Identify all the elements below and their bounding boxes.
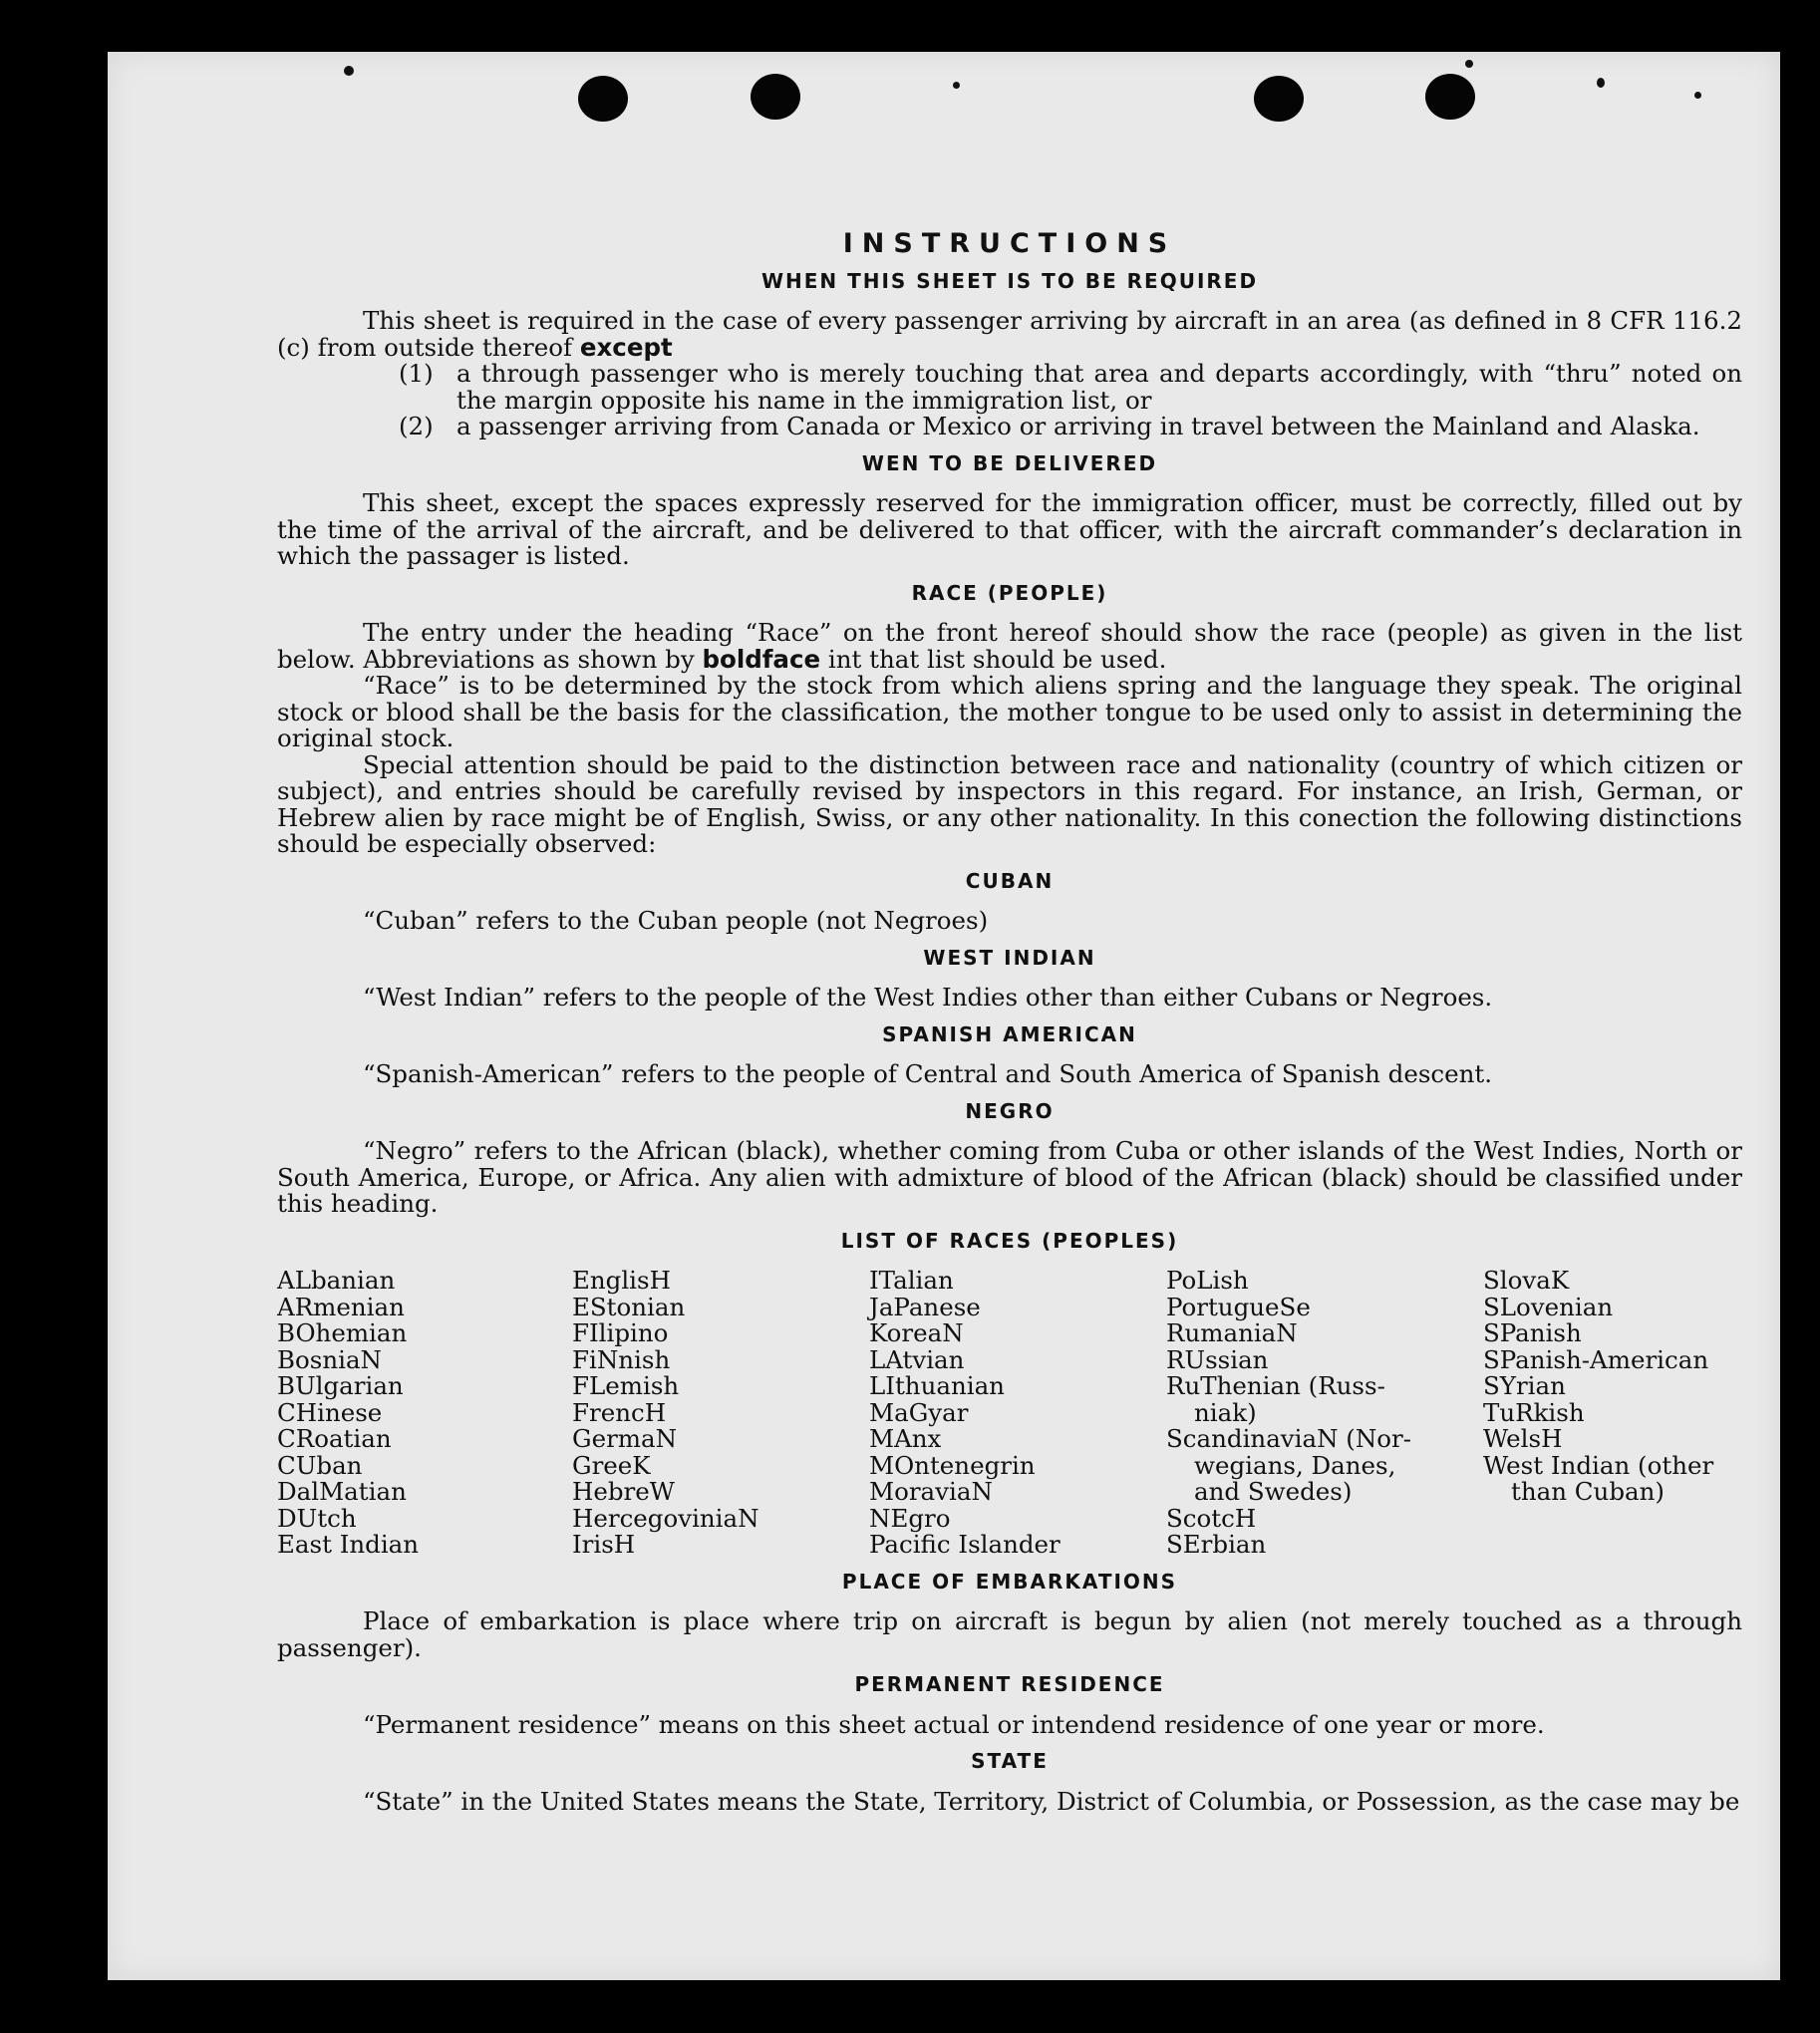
punch-hole xyxy=(1425,74,1475,120)
race-entry: PoLish xyxy=(1166,1266,1249,1295)
race-entry: SPanish-American xyxy=(1483,1344,1709,1374)
race-entry: West Indian (other xyxy=(1483,1450,1714,1480)
race-entry: RumaniaN xyxy=(1166,1318,1298,1347)
paragraph-permanent-residence: “Permanent residence” means on this sheet actual or intendend residence of one year or more. xyxy=(363,1709,1545,1739)
race-entry: GreeK xyxy=(572,1450,651,1480)
race-entry: MoraviaN xyxy=(869,1477,993,1506)
speck xyxy=(1465,60,1473,68)
paragraph-when-delivered: This sheet, except the spaces expressly reserved for the immigration officer, must be correctly, filled out by the time of the arrival of the aircraft, and be delivered to that officer, with the aircraft commander’s declaration in which the passager is listed. xyxy=(277,488,1742,570)
paragraph-negro: “Negro” refers to the African (black), whether coming from Cuba or other islands of the West Indies, North or South America, Europe, or Africa. Any alien with admixture of blood of the African (black) should be classified under this heading. xyxy=(277,1136,1742,1218)
race-entry: JaPanese xyxy=(869,1292,981,1321)
race-entry: ARmenian xyxy=(277,1292,405,1321)
race-entry: ScotcH xyxy=(1166,1503,1257,1533)
race-entry: DalMatian xyxy=(277,1477,407,1506)
race-entry: wegians, Danes, xyxy=(1194,1450,1396,1480)
paragraph-embarkation: Place of embarkation is place where trip on aircraft is begun by alien (not merely touched as a through passenger). xyxy=(277,1606,1742,1662)
except-bold: except xyxy=(579,332,673,362)
race-entry: NEgro xyxy=(869,1503,951,1533)
races-column xyxy=(277,1268,572,1559)
races-column xyxy=(572,1268,869,1559)
race-entry: FLemish xyxy=(572,1371,680,1400)
race-entry: ALbanian xyxy=(277,1266,396,1295)
race-entry: FIlipino xyxy=(572,1318,669,1347)
paragraph-race-2: “Race” is to be determined by the stock from which aliens spring and the language they speak. The original stock or blood shall be the basis for the classification, the mother tongue to be used only to assist in determining the original stock. xyxy=(277,671,1742,752)
heading-cuban: CUBAN xyxy=(965,868,1055,893)
document-page xyxy=(108,52,1780,1980)
race-entry: SlovaK xyxy=(1483,1266,1570,1295)
race-entry: CHinese xyxy=(277,1397,383,1427)
race-entry: HebreW xyxy=(572,1477,675,1506)
speck xyxy=(1694,92,1701,99)
paragraph-text: The entry under the heading “Race” on the front hereof should show the race (people) as given in the list below. Abbreviations as shown by xyxy=(277,618,1742,674)
race-entry: CRoatian xyxy=(277,1424,392,1453)
heading-embarkation: PLACE OF EMBARKATIONS xyxy=(841,1569,1178,1594)
races-list xyxy=(277,1268,1742,1559)
heading-negro: NEGRO xyxy=(965,1098,1055,1123)
paragraph-race-3: Special attention should be paid to the distinction between race and nationality (country of which citizen or subject), and entries should be carefully revised by inspectors in this regard. For instance, an Irish, German, or Hebrew alien by race might be of English, Swiss, or any other nationality. In this conection the following distinctions should be especially observed: xyxy=(277,749,1742,858)
race-entry: BOhemian xyxy=(277,1318,408,1347)
race-entry: RuThenian (Russ- xyxy=(1166,1371,1385,1400)
paragraph-text: This sheet is required in the case of every passenger arriving by aircraft in an area (as defined in 8 CFR 116.2 (c) from outside thereof xyxy=(277,306,1742,362)
race-entry: ScandinaviaN (Nor- xyxy=(1166,1424,1412,1453)
race-entry: SLovenian xyxy=(1483,1292,1614,1321)
race-entry: SPanish xyxy=(1483,1318,1582,1347)
race-entry: GermaN xyxy=(572,1424,678,1453)
race-entry: KoreaN xyxy=(869,1318,964,1347)
race-entry: MOntenegrin xyxy=(869,1450,1036,1480)
races-column xyxy=(869,1268,1166,1559)
race-entry: MaGyar xyxy=(869,1397,969,1427)
document-title: INSTRUCTIONS xyxy=(842,228,1177,259)
heading-west-indian: WEST INDIAN xyxy=(923,945,1096,970)
item-number: (2) xyxy=(399,412,434,440)
races-column xyxy=(1483,1268,1732,1559)
race-entry: ITalian xyxy=(869,1266,954,1295)
race-entry: and Swedes) xyxy=(1194,1477,1353,1506)
race-entry: MAnx xyxy=(869,1424,942,1453)
heading-state: STATE xyxy=(971,1749,1049,1773)
paragraph-race-1 xyxy=(277,620,1742,673)
document-body xyxy=(277,228,1742,1816)
race-entry: WelsH xyxy=(1483,1424,1563,1453)
paragraph-text: int that list should be used. xyxy=(827,644,1167,674)
heading-when-delivered: WEN TO BE DELIVERED xyxy=(861,450,1158,475)
speck xyxy=(344,66,354,76)
punch-hole xyxy=(578,76,628,122)
paragraph-state: “State” in the United States means the State, Territory, District of Columbia, or Possession, as the case may be xyxy=(363,1786,1740,1816)
heading-spanish-american: SPANISH AMERICAN xyxy=(882,1021,1137,1046)
race-entry: HercegoviniaN xyxy=(572,1503,759,1533)
race-entry: FrencH xyxy=(572,1397,667,1427)
item-text: a passenger arriving from Canada or Mexico or arriving in travel between the Mainland and Alaska. xyxy=(456,412,1700,440)
heading-when-required: WHEN THIS SHEET IS TO BE REQUIRED xyxy=(760,268,1259,293)
race-entry: East Indian xyxy=(277,1530,420,1559)
race-entry: PortugueSe xyxy=(1166,1292,1311,1321)
paragraph-cuban: “Cuban” refers to the Cuban people (not Negroes) xyxy=(363,906,989,935)
punch-hole xyxy=(751,74,800,120)
race-entry: CUban xyxy=(277,1450,363,1480)
race-entry: SErbian xyxy=(1166,1530,1267,1559)
list-item xyxy=(399,361,1742,414)
race-entry: FiNnish xyxy=(572,1344,671,1374)
race-entry: TuRkish xyxy=(1483,1397,1585,1427)
heading-list-of-races: LIST OF RACES (PEOPLES) xyxy=(840,1228,1179,1253)
paragraph-when-required xyxy=(277,308,1742,361)
race-entry: EnglisH xyxy=(572,1266,671,1295)
race-entry: LIthuanian xyxy=(869,1371,1005,1400)
races-column xyxy=(1166,1268,1483,1559)
paragraph-west-indian: “West Indian” refers to the people of the West Indies other than either Cubans or Negroes. xyxy=(363,983,1493,1012)
heading-race: RACE (PEOPLE) xyxy=(911,580,1108,605)
race-entry: SYrian xyxy=(1483,1371,1566,1400)
race-entry: than Cuban) xyxy=(1511,1477,1665,1506)
item-number: (1) xyxy=(399,359,434,388)
race-entry: BosniaN xyxy=(277,1344,382,1374)
punch-hole xyxy=(1254,76,1304,122)
paragraph-spanish-american: “Spanish-American” refers to the people of Central and South America of Spanish descent. xyxy=(363,1059,1493,1088)
race-entry: niak) xyxy=(1194,1397,1257,1427)
race-entry: DUtch xyxy=(277,1503,357,1533)
speck xyxy=(953,82,960,89)
heading-permanent-residence: PERMANENT RESIDENCE xyxy=(854,1672,1165,1696)
race-entry: RUssian xyxy=(1166,1344,1269,1374)
list-item xyxy=(399,414,1742,440)
race-entry: EStonian xyxy=(572,1292,686,1321)
item-text: a through passenger who is merely touching that area and departs accordingly, with “thru” noted on the margin opposite his name in the immigration list, or xyxy=(456,359,1742,415)
race-entry: Pacific Islander xyxy=(869,1530,1061,1559)
race-entry: IrisH xyxy=(572,1530,636,1559)
race-entry: LAtvian xyxy=(869,1344,965,1374)
boldface-bold: boldface xyxy=(702,644,821,674)
speck xyxy=(1597,78,1605,88)
race-entry: BUlgarian xyxy=(277,1371,404,1400)
